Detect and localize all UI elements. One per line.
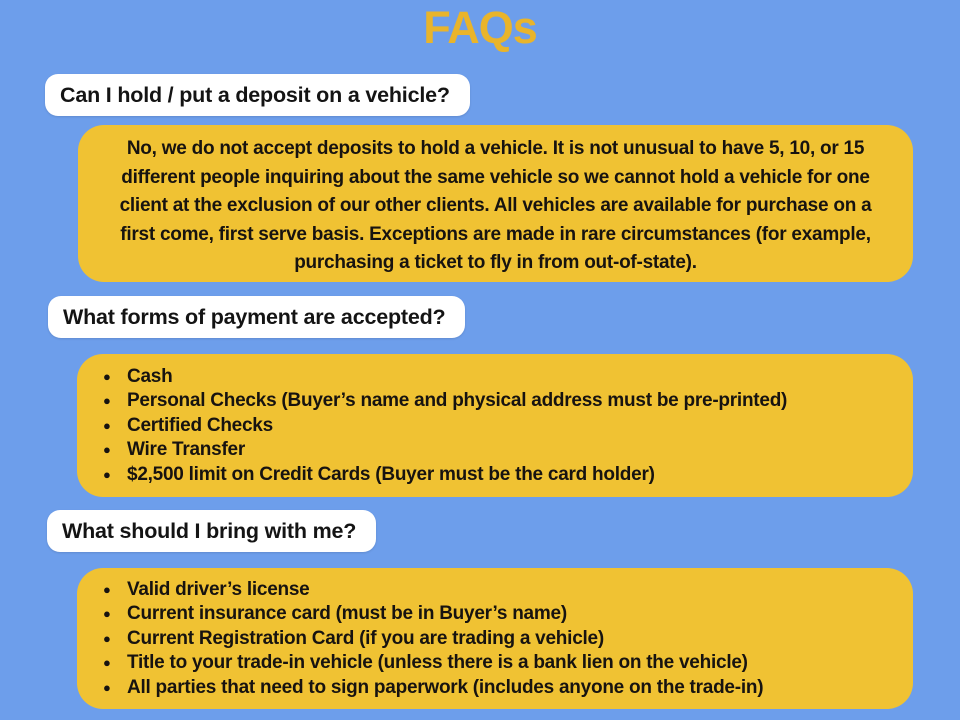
page-title: FAQs	[423, 2, 537, 53]
list-item: ● All parties that need to sign paperwork (includes anyone on the trade-in)	[77, 676, 903, 700]
question-payment-forms: What forms of payment are accepted?	[48, 296, 465, 338]
list-item: ● Current Registration Card (if you are trading a vehicle)	[77, 627, 903, 651]
list-item: ● Personal Checks (Buyer’s name and physical address must be pre-printed)	[77, 389, 903, 413]
question-deposit: Can I hold / put a deposit on a vehicle?	[45, 74, 470, 116]
list-item: ● Title to your trade-in vehicle (unless there is a bank lien on the vehicle)	[77, 651, 903, 675]
bring-bullet-list	[77, 578, 903, 700]
list-item: ● Certified Checks	[77, 414, 903, 438]
list-item: ● Valid driver’s license	[77, 578, 903, 602]
answer-deposit: No, we do not accept deposits to hold a vehicle. It is not unusual to have 5, 10, or 15 different people inquiring about the same vehicle so we cannot hold a vehicle for one client at the exclusion of our other clients. All vehicles are available for purchase on a first come, first serve basis. Exceptions are made in rare circumstances (for example, purchasing a ticket to fly in from out-of-state).	[78, 125, 913, 282]
list-item: ● Cash	[77, 365, 903, 389]
answer-payment-forms	[77, 354, 913, 497]
list-item: ● Wire Transfer	[77, 438, 903, 462]
payment-bullet-list	[77, 365, 903, 487]
list-item: ● $2,500 limit on Credit Cards (Buyer must be the card holder)	[77, 463, 903, 487]
list-item: ● Current insurance card (must be in Buyer’s name)	[77, 602, 903, 626]
question-what-to-bring: What should I bring with me?	[47, 510, 376, 552]
answer-what-to-bring	[77, 568, 913, 709]
